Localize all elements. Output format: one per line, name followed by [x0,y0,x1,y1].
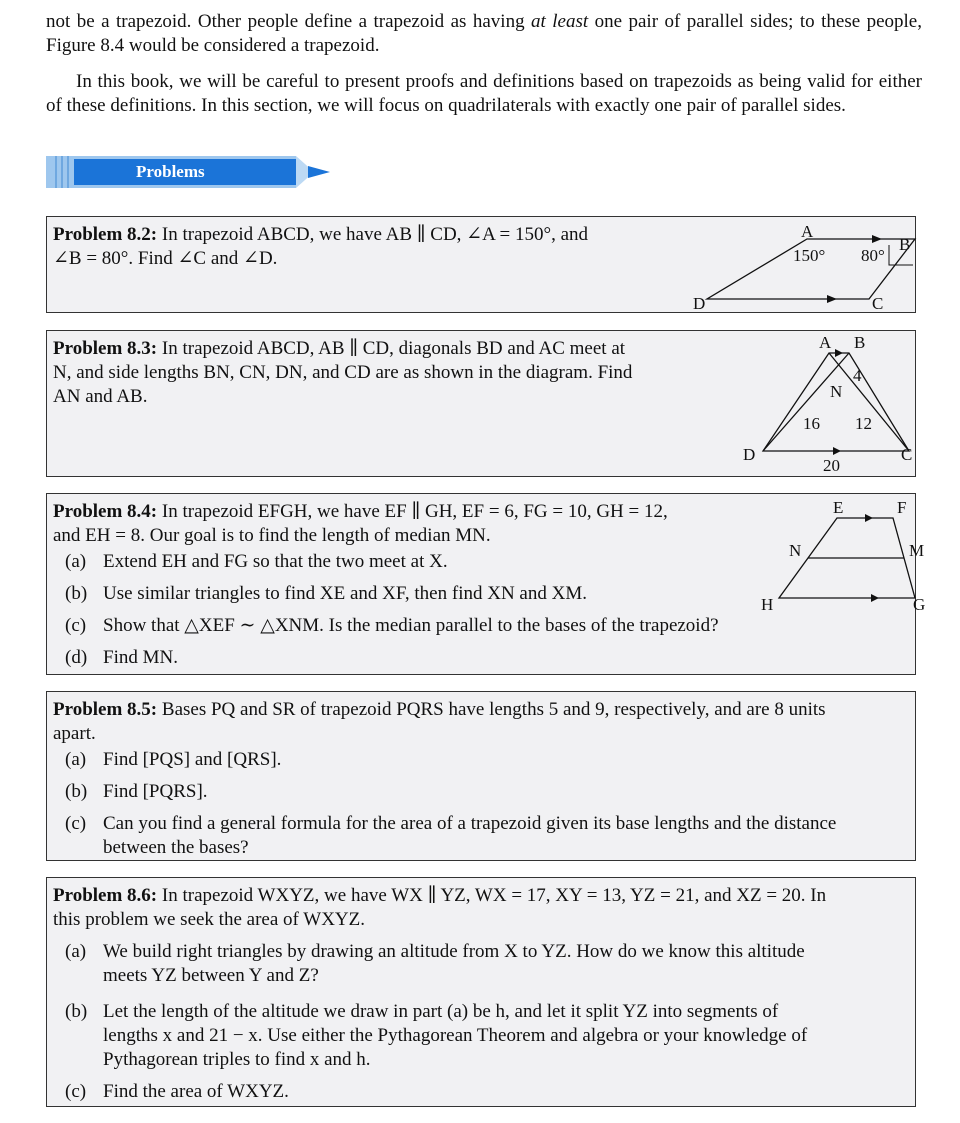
point-m: M [909,541,925,560]
problem-8-4-box [46,493,926,675]
part-a-text: Extend EH and FG so that the two meet at X. [103,551,448,572]
length-dn: 16 [803,414,820,433]
problem-8-5-part-b [65,780,208,804]
vertex-h: H [761,595,774,614]
part-b-label: (b) [65,781,88,802]
part-b-text-1: Let the length of the altitude we draw in part (a) be h, and let it split YZ into segments of [103,1001,779,1022]
problems-banner [46,156,336,188]
part-c-text-1: Can you find a general formula for the area of a trapezoid given its base lengths and the distance [103,813,837,834]
problems-banner-label: Problems [136,162,205,181]
intro-p1-end: one pair of parallel sides; to these people, Figure 8.4 would be considered a trapezoid. [46,11,922,56]
problem-8-3-label: Problem 8.3: [53,338,158,359]
problem-8-6-part-b [65,1000,807,1072]
angle-b-label: 80° [861,246,885,265]
problem-8-6-text [53,884,826,932]
vertex-g: G [913,595,926,614]
vertex-e: E [833,498,844,517]
part-c-label: (c) [65,615,87,636]
part-b-label: (b) [65,583,88,604]
part-c-text: Show that △XEF ∼ △XNM. Is the median parallel to the bases of the trapezoid? [103,615,719,636]
point-n: N [789,541,802,560]
problem-8-2-box [46,216,916,313]
intro-p1-emphasis: at least [531,11,589,32]
problem-8-5-line-1 [53,698,826,722]
point-n: N [830,382,843,401]
vertex-c: C [901,445,913,464]
problem-8-6-box [46,877,916,1107]
problem-8-5-label: Problem 8.5: [53,699,158,720]
problem-8-4-line-2: and EH = 8. Our goal is to find the length of median MN. [53,525,491,546]
problem-8-3-statement-1: In trapezoid ABCD, AB ∥ CD, diagonals BD and AC meet at [161,338,626,359]
problem-8-4-label: Problem 8.4: [53,501,158,522]
part-c-label: (c) [65,813,87,834]
part-d-text: Find MN. [103,647,178,668]
part-b-text: Find [PQRS]. [103,781,208,802]
problem-8-6-label: Problem 8.6: [53,885,158,906]
problem-8-4-part-b [65,582,587,606]
angle-a-label: 150° [793,246,826,265]
vertex-a: A [819,333,832,352]
problem-8-4-diagram [737,494,926,614]
problem-8-3-box [46,330,916,477]
problem-8-2-label: Problem 8.2: [53,224,158,245]
problem-8-2-line-1 [53,223,588,247]
problem-8-3-diagram [707,331,915,476]
problem-8-6-statement-1: In trapezoid WXYZ, we have WX ∥ YZ, WX = 17, XY = 13, YZ = 21, and XZ = 20. In [161,885,827,906]
intro-p1-start: not be a trapezoid. Other people define a trapezoid as having [46,11,532,32]
intro-paragraph-1 [46,10,922,58]
vertex-c: C [872,294,884,313]
problem-8-2-diagram [667,217,915,312]
part-c-text-2: between the bases? [103,837,249,858]
part-a-text-2: meets YZ between Y and Z? [103,965,319,986]
vertex-b: B [899,235,911,254]
problem-8-4-statement-1: In trapezoid EFGH, we have EF ∥ GH, EF = 6, FG = 10, GH = 12, [161,501,668,522]
part-b-text-3: Pythagorean triples to find x and h. [103,1049,371,1070]
problem-8-5-text [53,698,826,746]
vertex-a: A [801,222,814,241]
problem-8-5-part-a [65,748,281,772]
problem-8-4-line-1 [53,500,668,524]
problem-8-4-text [53,500,668,548]
part-c-text: Find the area of WXYZ. [103,1081,289,1102]
problem-8-2-statement-1: In trapezoid ABCD, we have AB ∥ CD, ∠A = 150°, and [161,224,589,245]
part-b-label: (b) [65,1001,88,1022]
problem-8-3-text [53,337,632,409]
problem-8-4-part-a [65,550,448,574]
part-a-text: Find [PQS] and [QRS]. [103,749,282,770]
part-c-label: (c) [65,1081,87,1102]
part-d-label: (d) [65,647,88,668]
length-bn: 4 [853,366,862,385]
length-cn: 12 [855,414,872,433]
vertex-d: D [693,294,706,313]
problem-8-6-part-a [65,940,805,988]
part-b-text-2: lengths x and 21 − x. Use either the Pythagorean Theorem and algebra or your knowledge of [103,1025,808,1046]
problem-8-3-line-1 [53,337,632,361]
problem-8-6-part-c [65,1080,289,1104]
part-a-label: (a) [65,551,87,572]
vertex-d: D [743,445,756,464]
problem-8-6-line-2: this problem we seek the area of WXYZ. [53,909,365,930]
intro-paragraph-2: In this book, we will be careful to present proofs and definitions based on trapezoids as being valid for either of these definitions. In this section, we will focus on quadrilaterals with exactly one pair of parallel sides. [46,71,922,116]
problem-8-4-part-c [65,614,719,638]
problem-8-3-line-2: N, and side lengths BN, CN, DN, and CD are as shown in the diagram. Find [53,362,633,383]
problem-8-4-part-d [65,646,178,670]
problem-8-5-box [46,691,916,861]
problem-8-5-line-2: apart. [53,723,96,744]
length-cd: 20 [823,456,840,475]
problem-8-6-line-1 [53,884,826,908]
part-a-label: (a) [65,941,87,962]
vertex-b: B [854,333,866,352]
problem-8-5-statement-1: Bases PQ and SR of trapezoid PQRS have lengths 5 and 9, respectively, and are 8 units [161,699,826,720]
part-a-text-1: We build right triangles by drawing an altitude from X to YZ. How do we know this altitude [103,941,805,962]
problem-8-2-text [53,223,588,271]
problem-8-5-part-c [65,812,836,860]
part-b-text: Use similar triangles to find XE and XF, then find XN and XM. [103,583,587,604]
problem-8-2-line-2: ∠B = 80°. Find ∠C and ∠D. [53,248,278,269]
vertex-f: F [897,498,907,517]
problem-8-3-line-3: AN and AB. [53,386,148,407]
part-a-label: (a) [65,749,87,770]
